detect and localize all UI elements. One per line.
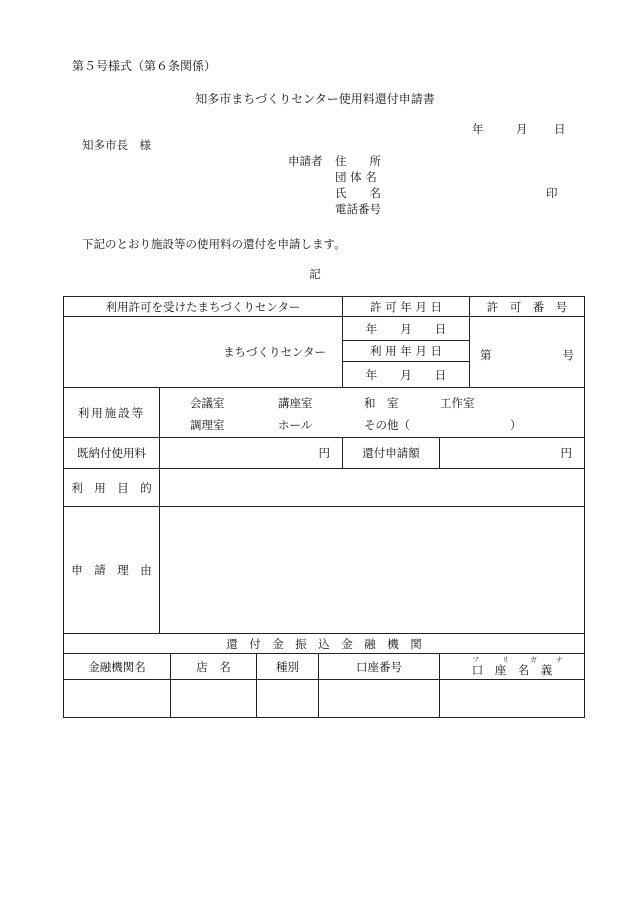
permit-number-cell[interactable] bbox=[470, 317, 585, 388]
center-name-suffix: まちづくりセンター bbox=[223, 345, 326, 359]
reason-cell[interactable] bbox=[160, 507, 585, 634]
applicant-fields bbox=[335, 153, 381, 217]
refund-amount-label: 還付申請額 bbox=[343, 438, 440, 469]
center-header: 利用許可を受けたまちづくりセンター bbox=[64, 297, 343, 317]
application-date bbox=[472, 121, 566, 137]
applicant-label: 申請者 bbox=[288, 154, 323, 168]
refund-amount-yen: 円 bbox=[560, 446, 572, 460]
facility-cooking-room[interactable]: 調理室 bbox=[190, 417, 225, 432]
facility-label: 利用施設等 bbox=[64, 388, 160, 438]
request-statement: 下記のとおり施設等の使用料の還付を申請します。 bbox=[82, 237, 346, 251]
date-month: 月 bbox=[516, 122, 528, 136]
branch-cell[interactable] bbox=[171, 680, 257, 718]
account-holder-header bbox=[440, 654, 585, 680]
account-holder-cell[interactable] bbox=[440, 680, 585, 718]
applicant-address-label: 住 所 bbox=[335, 154, 381, 168]
paid-fee-label: 既納付使用料 bbox=[64, 438, 160, 469]
application-table bbox=[63, 296, 585, 718]
facility-meeting-room[interactable]: 会議室 bbox=[190, 395, 225, 410]
account-type-header: 種別 bbox=[257, 654, 319, 680]
seal-mark: 印 bbox=[546, 186, 558, 200]
account-number-header: 口座番号 bbox=[319, 654, 440, 680]
document-title: 知多市まちづくりセンター使用料還付申請書 bbox=[195, 92, 435, 106]
center-name-cell[interactable] bbox=[64, 317, 343, 388]
account-type-cell[interactable] bbox=[257, 680, 319, 718]
permit-number-prefix: 第 bbox=[480, 348, 492, 362]
facility-other[interactable]: その他（ bbox=[364, 417, 410, 432]
account-number-cell[interactable] bbox=[319, 680, 440, 718]
purpose-label: 利 用 目 的 bbox=[64, 469, 160, 507]
applicant-phone-label: 電話番号 bbox=[335, 202, 381, 216]
furigana-2: リ bbox=[502, 656, 509, 664]
facility-other-close: ） bbox=[510, 417, 522, 432]
furigana-3: ガ bbox=[530, 656, 537, 664]
facility-lecture-room[interactable]: 講座室 bbox=[278, 395, 313, 410]
permit-date-cell[interactable]: 年 月 日 bbox=[343, 317, 470, 341]
addressee: 知多市長 様 bbox=[82, 138, 151, 152]
branch-header: 店 名 bbox=[171, 654, 257, 680]
permit-date-header: 許 可 年 月 日 bbox=[343, 297, 470, 317]
furigana-1: フ bbox=[472, 656, 479, 664]
applicant-name-label: 氏 名 bbox=[335, 186, 381, 200]
use-date-header: 利 用 年 月 日 bbox=[343, 341, 470, 362]
date-day: 日 bbox=[554, 122, 566, 136]
permit-number-suffix: 号 bbox=[562, 348, 574, 362]
facility-craft-room[interactable]: 工作室 bbox=[440, 395, 475, 410]
facility-hall[interactable]: ホール bbox=[278, 417, 313, 432]
applicant-group-label: 団 体 名 bbox=[335, 170, 377, 184]
facility-options bbox=[160, 388, 585, 438]
date-year: 年 bbox=[472, 122, 484, 136]
paid-fee-cell[interactable] bbox=[160, 438, 343, 469]
ki-heading: 記 bbox=[309, 267, 321, 281]
reason-label: 申 請 理 由 bbox=[64, 507, 160, 634]
paid-fee-yen: 円 bbox=[318, 446, 330, 460]
permit-number-header: 許 可 番 号 bbox=[470, 297, 585, 317]
furigana-4: ナ bbox=[556, 656, 563, 664]
use-date-cell[interactable]: 年 月 日 bbox=[343, 362, 470, 388]
bank-name-cell[interactable] bbox=[64, 680, 171, 718]
account-holder-label: 口 座 名 義 bbox=[471, 662, 553, 677]
bank-name-header: 金融機関名 bbox=[64, 654, 171, 680]
purpose-cell[interactable] bbox=[160, 469, 585, 507]
form-number: 第５号様式（第６条関係） bbox=[72, 59, 217, 73]
bank-header: 還 付 金 振 込 金 融 機 関 bbox=[64, 634, 585, 654]
refund-amount-cell[interactable] bbox=[440, 438, 585, 469]
facility-japanese-room[interactable]: 和 室 bbox=[364, 395, 399, 410]
